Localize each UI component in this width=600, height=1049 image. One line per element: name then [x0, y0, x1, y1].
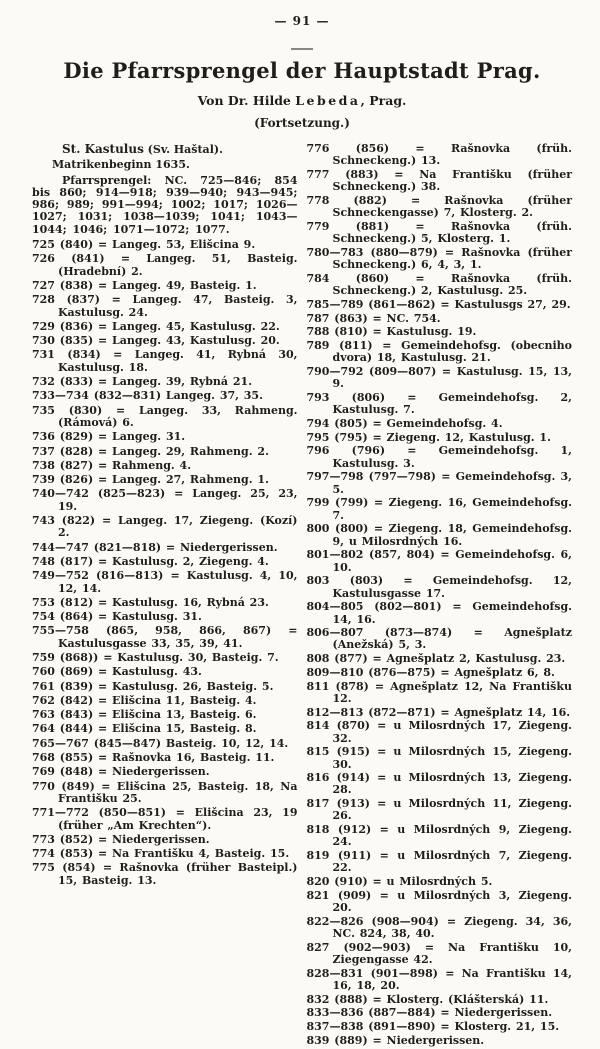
register-entry: 789 (811) = Gemeindehofsg. (obecniho dvora) 18, Kastulusg. 21.: [306, 338, 572, 365]
register-entry: 754 (864) = Kastulusg. 31.: [32, 610, 202, 624]
register-entry: 764 (844) = Elišcina 15, Basteig. 8.: [32, 722, 257, 736]
register-entry: 799 (799) = Ziegeng. 16, Gemeindehofsg. 7.: [306, 496, 572, 522]
register-entry: 796 (796) = Gemeindehofsg. 1, Kastulusg. 3.: [306, 444, 572, 470]
register-entry: 744—747 (821—818) = Niedergerissen.: [32, 540, 278, 554]
byline-suffix: , Prag.: [360, 93, 407, 108]
register-entry: 815 (915) = u Milosrdných 15, Ziegeng. 30.: [306, 745, 572, 771]
left-column: [32, 143, 298, 889]
register-entry: 765—767 (845—847) Basteig. 10, 12, 14.: [32, 736, 289, 750]
register-entry: 769 (848) = Niedergerissen.: [32, 765, 210, 779]
register-entry: 773 (852) = Niedergerissen.: [32, 832, 210, 846]
register-entry: 770 (849) = Elišcina 25, Basteig. 18, Na Františku 25.: [32, 779, 298, 805]
register-entry: 803 (803) = Gemeindehofsg. 12, Kastulusgasse 17.: [306, 574, 572, 600]
register-entry: 743 (822) = Langeg. 17, Ziegeng. (Kozí) 2.: [32, 514, 298, 540]
pfarrsprengel-paragraph: Pfarrsprengel: NC. 725—846; 854 bis 860; 914—918; 939—940; 943—945; 986; 989; 991—994; 1002; 1017; 1026—1027; 1031; 1038—1039; 1041; 1043—1044; 1046; 1071—1072; 1077.: [32, 173, 298, 236]
byline: [32, 93, 572, 108]
register-entry: 833—836 (887—884) = Niedergerissen.: [306, 1006, 553, 1020]
page-title: Die Pfarrsprengel der Hauptstadt Prag.: [63, 58, 541, 83]
register-entry: 730 (835) = Langeg. 43, Kastulusg. 20.: [32, 334, 280, 348]
register-entry: 795 (795) = Ziegeng. 12, Kastulusg. 1.: [306, 430, 551, 444]
register-entry: 740—742 (825—823) = Langeg. 25, 23, 19.: [32, 487, 298, 513]
register-entry: 801—802 (857, 804) = Gemeindehofsg. 6, 10.: [306, 548, 572, 574]
register-entry: 784 (860) = Rašnovka (früh. Schneckeng.) 2, Kastulusg. 25.: [306, 271, 572, 298]
register-entry: 794 (805) = Gemeindehofsg. 4.: [306, 416, 503, 430]
register-entry: 818 (912) = u Milosrdných 9, Ziegeng. 24.: [306, 823, 572, 849]
register-entry: 797—798 (797—798) = Gemeindehofsg. 3, 5.: [306, 470, 572, 496]
register-entry: 800 (800) = Ziegeng. 18, Gemeindehofsg. 9, u Milosrdných 16.: [306, 522, 572, 548]
two-column-body: [32, 143, 572, 1049]
register-entry: 788 (810) = Kastulusg. 19.: [306, 325, 477, 339]
register-entry: 819 (911) = u Milosrdných 7, Ziegeng. 22.: [306, 849, 572, 875]
register-entry: 763 (843) = Elišcina 13, Basteig. 6.: [32, 708, 257, 722]
byline-prefix: Von Dr. Hilde: [197, 93, 296, 108]
left-entry-list: [32, 239, 298, 887]
register-entry: 762 (842) = Elišcina 11, Basteig. 4.: [32, 693, 257, 707]
register-entry: 785—789 (861—862) = Kastulusgs 27, 29.: [306, 297, 571, 311]
register-entry: 827 (902—903) = Na Františku 10, Ziegengasse 42.: [306, 940, 572, 967]
register-entry: 820 (910) = u Milosrdných 5.: [306, 875, 493, 889]
register-entry: 771—772 (850—851) = Elišcina 23, 19 (früher „Am Krechten“).: [32, 806, 298, 832]
section-name-suffix: (Sv. Haštal).: [143, 143, 223, 156]
register-entry: 731 (834) = Langeg. 41, Rybná 30, Kastulusg. 18.: [32, 348, 298, 374]
register-entry: 811 (878) = Agnešplatz 12, Na Františku 12.: [306, 679, 572, 705]
register-entry: 759 (868)) = Kastulusg. 30, Basteig. 7.: [32, 650, 279, 664]
register-entry: 814 (870) = u Milosrdných 17, Ziegeng. 32.: [306, 719, 572, 745]
register-entry: 760 (869) = Kastulusg. 43.: [32, 665, 202, 679]
register-entry: 735 (830) = Langeg. 33, Rahmeng. (Rámová) 6.: [32, 403, 298, 429]
register-entry: 737 (828) = Langeg. 29, Rahmeng. 2.: [32, 444, 269, 458]
register-entry: 816 (914) = u Milosrdných 13, Ziegeng. 28.: [306, 771, 572, 797]
section-name: St. Kastulus: [62, 142, 144, 156]
register-entry: 726 (841) = Langeg. 51, Basteig. (Hradební) 2.: [32, 252, 298, 278]
register-entry: 808 (877) = Agnešplatz 2, Kastulusg. 23.: [306, 652, 566, 666]
register-entry: 777 (883) = Na Františku (früher Schneckeng.) 38.: [306, 167, 572, 194]
register-entry: 725 (840) = Langeg. 53, Elišcina 9.: [32, 238, 256, 252]
register-entry: 755—758 (865, 958, 866, 867) = Kastulusgasse 33, 35, 39, 41.: [32, 624, 298, 650]
register-entry: 780—783 (880—879) = Rašnovka (früher Schneckeng.) 6, 4, 3, 1.: [306, 245, 572, 272]
register-entry: 776 (856) = Rašnovka (früh. Schneckeng.) 13.: [306, 142, 572, 168]
register-entry: 738 (827) = Rahmeng. 4.: [32, 458, 192, 472]
register-entry: 790—792 (809—807) = Kastulusg. 15, 13, 9.: [306, 364, 572, 391]
register-entry: 732 (833) = Langeg. 39, Rybná 21.: [32, 375, 253, 389]
matriken-line: Matrikenbeginn 1635.: [52, 158, 190, 172]
register-entry: 817 (913) = u Milosrdných 11, Ziegeng. 26.: [306, 797, 572, 823]
section-heading: [32, 143, 298, 156]
register-entry: 809—810 (876—875) = Agnešplatz 6, 8.: [306, 665, 555, 679]
register-entry: 753 (812) = Kastulusg. 16, Rybná 23.: [32, 595, 269, 609]
register-entry: 727 (838) = Langeg. 49, Basteig. 1.: [32, 278, 257, 292]
register-entry: 832 (888) = Klosterg. (Klášterská) 11.: [306, 992, 549, 1006]
register-entry: 779 (881) = Rašnovka (früh. Schneckeng.) 5, Klosterg. 1.: [306, 219, 572, 246]
register-entry: 774 (853) = Na Františku 4, Basteig. 15.: [32, 847, 290, 861]
register-entry: 749—752 (816—813) = Kastulusg. 4, 10, 12, 14.: [32, 569, 298, 595]
title-divider: [291, 48, 313, 50]
register-entry: 736 (829) = Langeg. 31.: [32, 430, 186, 444]
register-entry: 748 (817) = Kastulusg. 2, Ziegeng. 4.: [32, 554, 269, 568]
register-entry: 729 (836) = Langeg. 45, Kastulusg. 22.: [32, 319, 280, 333]
register-entry: 812—813 (872—871) = Agnešplatz 14, 16.: [306, 705, 571, 719]
byline-author-name: Lebeda: [295, 93, 361, 108]
right-entry-list: [307, 143, 573, 1047]
register-entry: 804—805 (802—801) = Gemeindehofsg. 14, 16.: [306, 600, 572, 626]
continuation-note: (Fortsetzung.): [254, 116, 350, 130]
register-entry: 828—831 (901—898) = Na Františku 14, 16, 18, 20.: [306, 966, 572, 993]
register-entry: 837—838 (891—890) = Klosterg. 21, 15.: [306, 1020, 560, 1034]
register-entry: 793 (806) = Gemeindehofsg. 2, Kastulusg. 7.: [306, 390, 572, 417]
register-entry: 806—807 (873—874) = Agnešplatz (Anežská) 5, 3.: [306, 626, 572, 652]
register-entry: 739 (826) = Langeg. 27, Rahmeng. 1.: [32, 473, 269, 487]
register-entry: 787 (863) = NC. 754.: [306, 311, 441, 325]
register-entry: 768 (855) = Rašnovka 16, Basteig. 11.: [32, 751, 275, 765]
register-entry: 728 (837) = Langeg. 47, Basteig. 3, Kastulusg. 24.: [32, 293, 298, 319]
register-entry: 761 (839) = Kastulusg. 26, Basteig. 5.: [32, 679, 274, 693]
register-entry: 778 (882) = Rašnovka (früher Schneckengasse) 7, Klosterg. 2.: [306, 193, 572, 220]
register-entry: 775 (854) = Rašnovka (früher Basteipl.) 15, Basteig. 13.: [32, 861, 298, 887]
right-column: [307, 143, 573, 1049]
page-number: — 91 —: [274, 14, 330, 28]
register-entry: 821 (909) = u Milosrdných 3, Ziegeng. 20.: [306, 888, 572, 915]
register-entry: 839 (889) = Niedergerissen.: [306, 1033, 485, 1047]
register-entry: 822—826 (908—904) = Ziegeng. 34, 36, NC. 824, 38, 40.: [306, 914, 572, 941]
register-entry: 733—734 (832—831) Langeg. 37, 35.: [32, 389, 263, 403]
